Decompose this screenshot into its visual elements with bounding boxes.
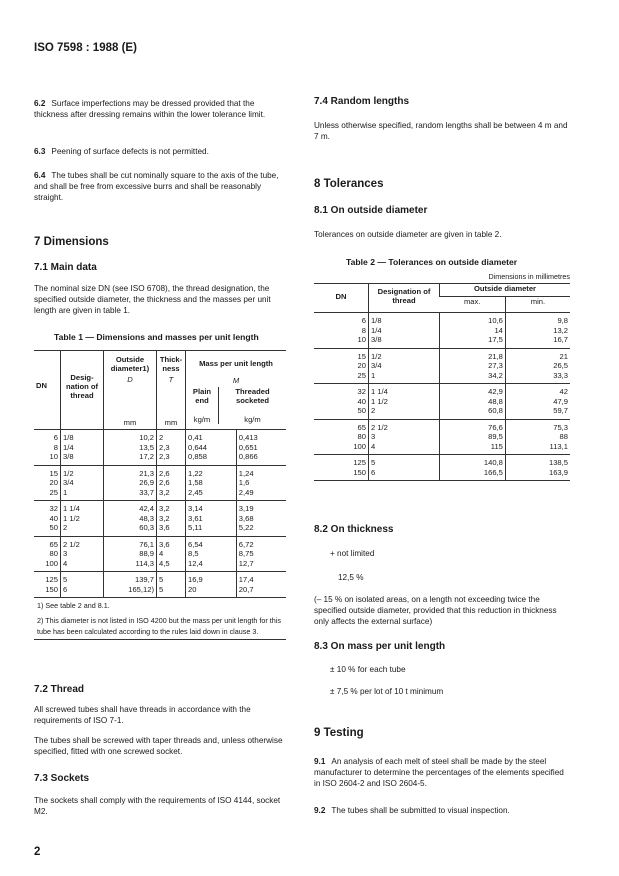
t2-cell: 2 1/2: [369, 419, 440, 432]
t1-cell: 65: [34, 536, 61, 549]
t1-cell: 25: [49, 487, 58, 497]
table-row: [34, 549, 286, 559]
t1-cell: 5,11: [186, 523, 237, 536]
t1-cell: 40: [49, 513, 58, 523]
clause-8-1-text: Tolerances on outside diameter are given in table 2.: [314, 230, 502, 239]
table-row: [314, 335, 570, 348]
t2-cell: 1/4: [369, 326, 440, 336]
section-7-3-heading: 7.3 Sockets: [34, 773, 90, 784]
t2-cell: 80: [357, 432, 366, 441]
t2-cell: 113,1: [505, 442, 570, 455]
t2-cell: 75,3: [505, 419, 570, 432]
t1-cell: 1/2: [61, 465, 104, 478]
t1-cell: 165,12): [104, 585, 157, 598]
t1-cell: 5: [157, 572, 186, 585]
table-row: [314, 397, 570, 407]
t2-cell: 34,2: [440, 371, 506, 384]
t1-cell: 2,49: [236, 488, 286, 501]
t1-cell: 20: [186, 585, 237, 598]
t2-cell: 100: [353, 441, 366, 451]
t2-cell: 125: [314, 455, 369, 468]
clause-6-3: 6.3 Peening of surface defects is not permitted.: [34, 147, 209, 156]
t1-header-threaded: Threaded socketed kg/m: [235, 387, 270, 424]
t2-cell: 20: [357, 361, 366, 370]
table-row: [314, 326, 570, 336]
t1-cell: 0,858: [186, 452, 237, 465]
clause-7-4-text: Unless otherwise specified, random lengths shall be between 4 m and 7 m.: [314, 121, 568, 141]
t1-header-mass-symbol: M: [232, 376, 240, 385]
t1-cell: 10,2: [104, 430, 157, 443]
document-header: ISO 7598 : 1988 (E): [34, 42, 137, 54]
t1-cell: 13,5: [104, 443, 157, 453]
t1-cell: 1,24: [236, 465, 286, 478]
t2-cell: 33,3: [505, 371, 570, 384]
clause-9-1: 9.1 An analysis of each melt of steel shall be made by the steel manufacturer to determine the percentages of the elements specified in ISO 2604-2 and ISO 2604-5.: [314, 757, 564, 788]
t1-cell: 33,7: [104, 488, 157, 501]
table-row: [314, 432, 570, 442]
t2-header-max: max.: [463, 297, 481, 306]
t1-cell: 3,2: [157, 514, 186, 524]
table-2-caption: Table 2 — Tolerances on outside diameter: [346, 257, 518, 267]
t1-cell: 0,651: [236, 443, 286, 453]
t1-cell: 12,4: [186, 559, 237, 572]
t1-header-od-symbol: D: [127, 375, 133, 384]
t2-cell: 60,8: [440, 406, 506, 419]
t1-cell: 150: [45, 584, 58, 594]
t1-header-dn: DN: [36, 381, 47, 390]
section-8-1-heading: 8.1 On outside diameter: [314, 205, 428, 216]
t1-note-2: 2) This diameter is not listed in ISO 4200 but the mass per unit length for this tube has been calculated according to the rules laid down in clause 3.: [37, 616, 281, 636]
t1-unit-thickness: mm: [164, 418, 178, 427]
section-8-heading: 8 Tolerances: [314, 178, 384, 190]
t1-cell: 12,7: [236, 559, 286, 572]
t1-header-thickness: Thick- ness: [159, 355, 183, 373]
t1-cell: 1/8: [61, 430, 104, 443]
clause-8-2-note: (– 15 % on isolated areas, on a length not exceeding twice the specified outside diameter, provided that this reduction in thickness only affects the external surface): [314, 595, 557, 626]
clause-6-2: 6.2 Surface imperfections may be dressed provided that the thickness after dressing remains within the lower tolerance limit.: [34, 99, 266, 119]
t1-cell: 17,2: [104, 452, 157, 465]
t1-cell: 2,6: [157, 478, 186, 488]
t2-cell: 13,2: [505, 326, 570, 336]
t2-cell: 10: [357, 335, 366, 344]
t1-cell: 50: [49, 523, 58, 532]
t1-cell: 0,866: [236, 452, 286, 465]
table-row: [34, 559, 286, 572]
t1-cell: 1: [61, 488, 104, 501]
section-7-4-heading: 7.4 Random lengths: [314, 96, 410, 107]
t2-cell: 1 1/2: [369, 397, 440, 407]
t2-cell: 115: [440, 442, 506, 455]
t1-cell: 8,75: [236, 549, 286, 559]
t2-cell: 1 1/4: [369, 384, 440, 397]
t1-cell: 3,19: [236, 501, 286, 514]
t1-cell: 5: [157, 585, 186, 598]
t1-cell: 3,6: [157, 523, 186, 536]
table-row: [314, 371, 570, 384]
clause-9-2: 9.2 The tubes shall be submitted to visual inspection.: [314, 806, 510, 815]
section-7-heading: 7 Dimensions: [34, 236, 109, 248]
t1-header-od: Outside diameter1): [110, 355, 150, 373]
section-8-2-heading: 8.2 On thickness: [314, 524, 394, 535]
t1-cell: 0,413: [236, 430, 286, 443]
t2-cell: 89,5: [440, 432, 506, 442]
t1-header-thickness-symbol: T: [168, 375, 174, 384]
t1-cell: 114,3: [104, 559, 157, 572]
t1-cell: 4: [157, 549, 186, 559]
t2-cell: 166,5: [440, 468, 506, 481]
clause-7-2-text-b: The tubes shall be screwed with taper threads and, unless otherwise specified, fitted with one screwed socket.: [34, 736, 283, 756]
t2-cell: 4: [369, 442, 440, 455]
t1-cell: 3: [61, 549, 104, 559]
t2-cell: 88: [505, 432, 570, 442]
t2-cell: 42: [505, 384, 570, 397]
t2-cell: 48,8: [440, 397, 506, 407]
t1-cell: 17,4: [236, 572, 286, 585]
t2-cell: 26,5: [505, 361, 570, 371]
table-row: [34, 465, 286, 478]
table-row: [314, 348, 570, 361]
t2-cell: 3/8: [369, 335, 440, 348]
t1-cell: 1 1/2: [61, 514, 104, 524]
t1-cell: 20: [49, 478, 58, 487]
t1-cell: 2: [61, 523, 104, 536]
t1-cell: 2,3: [157, 452, 186, 465]
t1-cell: 0,644: [186, 443, 237, 453]
table-2: [314, 283, 570, 481]
t2-cell: 40: [357, 396, 366, 406]
clause-6-4: 6.4 The tubes shall be cut nominally square to the axis of the tube, and shall be free from excessive burrs and shall be reasonably straight.: [34, 171, 279, 202]
clause-8-2-plus: + not limited: [330, 549, 375, 558]
clause-8-3-lot: ± 7,5 % per lot of 10 t minimum: [330, 687, 444, 696]
t2-cell: 42,9: [440, 384, 506, 397]
t1-cell: 60,3: [104, 523, 157, 536]
table-row: [34, 430, 286, 443]
t2-header-min: min.: [505, 297, 570, 313]
t1-cell: 5,22: [236, 523, 286, 536]
t1-cell: 21,3: [104, 465, 157, 478]
t1-cell: 3/8: [61, 452, 104, 465]
t2-cell: 47,9: [505, 397, 570, 407]
table-2-units: Dimensions in millimetres: [488, 272, 570, 281]
t1-cell: 76,1: [104, 536, 157, 549]
t1-cell: 6,72: [236, 536, 286, 549]
t2-cell: 5: [369, 455, 440, 468]
t1-unit-od: mm: [123, 418, 137, 427]
t1-cell: 2: [157, 430, 186, 443]
table-row: [314, 406, 570, 419]
t1-cell: 6: [34, 430, 61, 443]
t2-cell: 32: [314, 384, 369, 397]
clause-8-3-tube: ± 10 % for each tube: [330, 665, 406, 674]
t1-cell: 3,6: [157, 536, 186, 549]
t1-note-1: 1) See table 2 and 8.1.: [37, 601, 110, 610]
t2-cell: 59,7: [505, 406, 570, 419]
t2-cell: 50: [357, 406, 366, 415]
t2-header-dn: DN: [335, 292, 347, 301]
t1-cell: 2,3: [157, 443, 186, 453]
t1-cell: 2,6: [157, 465, 186, 478]
t1-cell: 2,45: [186, 488, 237, 501]
t2-cell: 150: [353, 467, 366, 477]
clause-7-3-text: The sockets shall comply with the requirements of ISO 4144, socket M2.: [34, 796, 281, 816]
t1-cell: 1 1/4: [61, 501, 104, 514]
table-row: [314, 468, 570, 481]
t2-cell: 3: [369, 432, 440, 442]
page-number: 2: [34, 846, 41, 858]
section-7-2-heading: 7.2 Thread: [34, 684, 85, 695]
t1-cell: 15: [34, 465, 61, 478]
t1-cell: 42,4: [104, 501, 157, 514]
t1-cell: 20,7: [236, 585, 286, 598]
t1-cell: 1,6: [236, 478, 286, 488]
t2-cell: 27,3: [440, 361, 506, 371]
table-1: [34, 350, 286, 640]
table-row: [314, 419, 570, 432]
t2-cell: 2: [369, 406, 440, 419]
table-row: [34, 452, 286, 465]
table-row: [34, 585, 286, 598]
t1-cell: 88,9: [104, 549, 157, 559]
t2-cell: 15: [314, 348, 369, 361]
table-row: [34, 536, 286, 549]
section-9-heading: 9 Testing: [314, 727, 364, 739]
t2-cell: 21,8: [440, 348, 506, 361]
t1-cell: 3,68: [236, 514, 286, 524]
t1-cell: 26,9: [104, 478, 157, 488]
t1-cell: 2 1/2: [61, 536, 104, 549]
t1-cell: 4,5: [157, 559, 186, 572]
t1-cell: 16,9: [186, 572, 237, 585]
t2-cell: 14: [440, 326, 506, 336]
t2-header-designation: Designation of thread: [377, 287, 431, 305]
table-row: [34, 488, 286, 501]
section-7-1-heading: 7.1 Main data: [34, 262, 97, 273]
t1-cell: 5: [61, 572, 104, 585]
t1-cell: 6: [61, 585, 104, 598]
t2-cell: 16,7: [505, 335, 570, 348]
t1-cell: 6,54: [186, 536, 237, 549]
t1-cell: 125: [34, 572, 61, 585]
table-row: [314, 384, 570, 397]
t1-cell: 80: [49, 549, 58, 558]
t1-header-plain-end: Plain end kg/m: [186, 387, 219, 424]
t1-cell: 4: [61, 559, 104, 572]
t2-cell: 8: [361, 325, 366, 335]
t1-cell: 8: [53, 442, 58, 452]
t1-cell: 48,3: [104, 514, 157, 524]
t2-cell: 3/4: [369, 361, 440, 371]
t1-cell: 100: [45, 558, 58, 568]
t1-cell: 3,2: [157, 501, 186, 514]
table-row: [34, 514, 286, 524]
t1-cell: 3,61: [186, 514, 237, 524]
table-row: [34, 572, 286, 585]
t2-cell: 1/8: [369, 313, 440, 326]
t1-cell: 10: [49, 452, 58, 461]
t2-cell: 25: [357, 370, 366, 380]
clause-7-2-text-a: All screwed tubes shall have threads in accordance with the requirements of ISO 7-1.: [34, 705, 251, 725]
t2-cell: 21: [505, 348, 570, 361]
t1-cell: 1,58: [186, 478, 237, 488]
t2-cell: 1: [369, 371, 440, 384]
t1-cell: 8,5: [186, 549, 237, 559]
t2-cell: 17,5: [440, 335, 506, 348]
t2-cell: 9,8: [505, 313, 570, 326]
t2-header-od: Outside diameter: [440, 284, 571, 297]
section-8-3-heading: 8.3 On mass per unit length: [314, 641, 446, 652]
clause-7-1-text: The nominal size DN (see ISO 6708), the thread designation, the specified outside diameter, the thickness and the masses per unit length are given in table 1.: [34, 284, 271, 315]
table-row: [34, 478, 286, 488]
t1-cell: 3/4: [61, 478, 104, 488]
table-row: [34, 443, 286, 453]
t2-cell: 6: [314, 313, 369, 326]
t2-cell: 1/2: [369, 348, 440, 361]
table-row: [34, 523, 286, 536]
t1-cell: 0,41: [186, 430, 237, 443]
table-1-caption: Table 1 — Dimensions and masses per unit length: [54, 332, 259, 342]
t2-cell: 6: [369, 468, 440, 481]
t2-cell: 138,5: [505, 455, 570, 468]
table-row: [314, 442, 570, 455]
t1-header-mass: Mass per unit length: [199, 359, 273, 368]
t2-cell: 65: [314, 419, 369, 432]
t1-header-designation: Desig- nation of thread: [65, 373, 99, 400]
t1-cell: 1,22: [186, 465, 237, 478]
table-row: [314, 361, 570, 371]
t2-cell: 140,8: [440, 455, 506, 468]
t1-cell: 32: [34, 501, 61, 514]
t1-cell: 139,7: [104, 572, 157, 585]
t1-cell: 1/4: [61, 443, 104, 453]
t2-cell: 163,9: [505, 468, 570, 481]
t2-cell: 76,6: [440, 419, 506, 432]
table-row: [314, 313, 570, 326]
t1-cell: 3,2: [157, 488, 186, 501]
clause-8-2-minus: 12,5 %: [338, 573, 364, 582]
table-row: [34, 501, 286, 514]
table-row: [314, 455, 570, 468]
t2-cell: 10,6: [440, 313, 506, 326]
t1-cell: 3,14: [186, 501, 237, 514]
